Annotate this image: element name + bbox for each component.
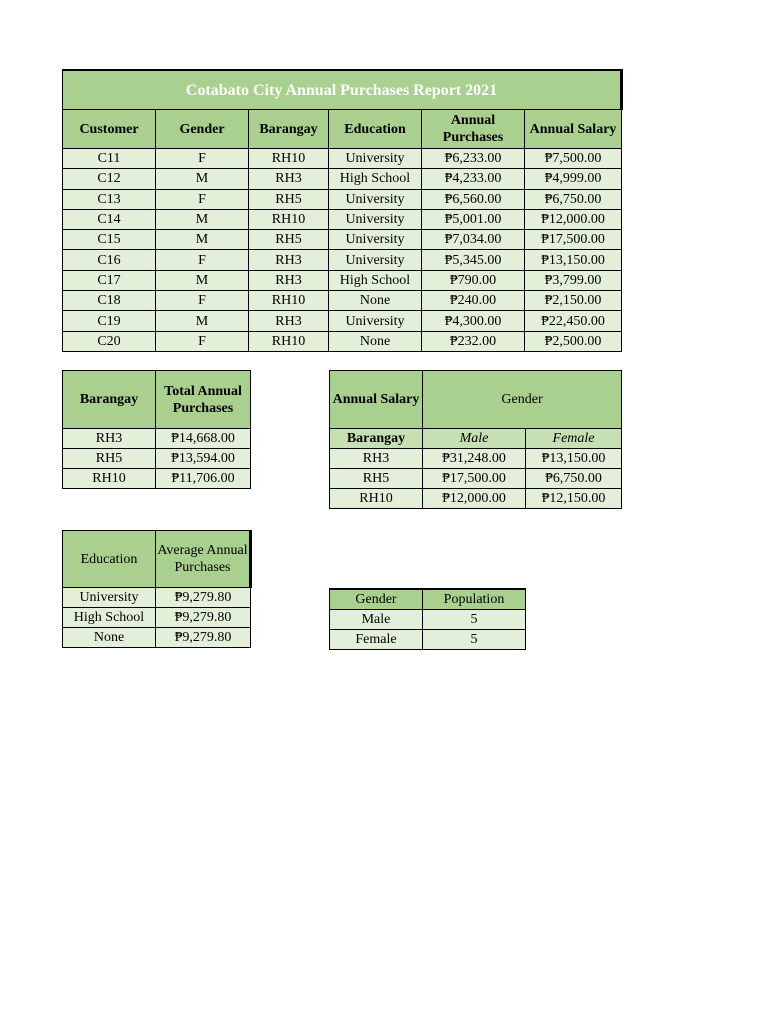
table-row [63,628,251,648]
table-cell: ₱4,300.00 [422,311,525,331]
table-body [330,610,526,650]
table-cell: M [156,311,249,331]
table-cell: RH3 [330,449,423,469]
corner-header: Annual Salary [330,371,423,429]
table-cell: ₱232.00 [422,331,525,351]
table-row [330,630,526,650]
table-cell: None [329,331,422,351]
table-cell: RH3 [249,169,329,189]
table-cell: C12 [63,169,156,189]
table-cell: C14 [63,209,156,229]
table-cell: RH10 [249,149,329,169]
table-cell: RH3 [63,429,156,449]
table-row [63,429,251,449]
table-cell: ₱13,150.00 [526,449,622,469]
table-row [63,291,622,311]
table-cell: C18 [63,291,156,311]
table-cell: F [156,149,249,169]
table-cell: University [329,250,422,270]
table-cell: C13 [63,189,156,209]
table-cell: F [156,331,249,351]
table-cell: ₱6,233.00 [422,149,525,169]
column-header: Average Annual Purchases [156,531,251,588]
table-cell: ₱13,150.00 [525,250,622,270]
table-row [63,449,251,469]
table-cell: M [156,270,249,290]
table-cell: ₱9,279.80 [156,628,251,648]
table-cell: University [329,149,422,169]
table-cell: ₱240.00 [422,291,525,311]
column-header: Education [63,531,156,588]
table-row [63,230,622,250]
table-row [63,469,251,489]
table-cell: ₱2,150.00 [525,291,622,311]
table-cell: RH10 [249,291,329,311]
table-cell: RH3 [249,311,329,331]
group-header: Gender [423,371,622,429]
table-cell: C11 [63,149,156,169]
annual-purchases-table [62,69,623,352]
table-cell: 5 [423,610,526,630]
table-cell: ₱7,500.00 [525,149,622,169]
table-cell: ₱17,500.00 [423,469,526,489]
table-row [330,489,622,509]
table-cell: C15 [63,230,156,250]
table-cell: C20 [63,331,156,351]
table-cell: ₱3,799.00 [525,270,622,290]
table-cell: C17 [63,270,156,290]
table-cell: ₱13,594.00 [156,449,251,469]
table-cell: C16 [63,250,156,270]
column-header: Customer [63,110,156,149]
table-cell: ₱9,279.80 [156,608,251,628]
table-cell: ₱14,668.00 [156,429,251,449]
table-header-row [330,589,526,610]
column-header: Annual Salary [525,110,622,149]
report-title: Cotabato City Annual Purchases Report 2021 [63,70,622,110]
table-cell: Female [330,630,423,650]
table-cell: Male [330,610,423,630]
column-header: Female [526,429,622,449]
table-cell: F [156,291,249,311]
table-cell: ₱4,233.00 [422,169,525,189]
column-header: Total Annual Purchases [156,371,251,429]
table-header-row [330,371,622,429]
table-row [63,149,622,169]
column-header: Education [329,110,422,149]
table-body [63,429,251,489]
table-cell: RH3 [249,250,329,270]
table-cell: ₱31,248.00 [423,449,526,469]
table-cell: RH10 [249,331,329,351]
table-cell: None [329,291,422,311]
table-cell: ₱2,500.00 [525,331,622,351]
column-header: Gender [156,110,249,149]
table-cell: ₱5,345.00 [422,250,525,270]
column-header: Male [423,429,526,449]
table-cell: ₱12,000.00 [525,209,622,229]
column-header: Population [423,589,526,610]
table-cell: High School [329,169,422,189]
table-header-row [63,371,251,429]
column-header: Barangay [249,110,329,149]
table-cell: RH5 [63,449,156,469]
table-cell: M [156,169,249,189]
table-body [63,588,251,648]
salary-by-gender-table [329,370,622,509]
table-row [63,311,622,331]
table-cell: ₱9,279.80 [156,588,251,608]
column-header: Barangay [63,371,156,429]
table-cell: RH5 [249,189,329,209]
table-cell: ₱12,000.00 [423,489,526,509]
table-cell: F [156,250,249,270]
gender-population-table [329,588,526,650]
table-cell: ₱6,750.00 [525,189,622,209]
column-header: Barangay [330,429,423,449]
table-cell: University [329,189,422,209]
table-cell: RH3 [249,270,329,290]
table-cell: F [156,189,249,209]
table-cell: M [156,209,249,229]
barangay-total-purchases-table [62,370,251,489]
column-header: Annual Purchases [422,110,525,149]
table-cell: C19 [63,311,156,331]
table-cell: ₱7,034.00 [422,230,525,250]
table-cell: None [63,628,156,648]
table-cell: ₱17,500.00 [525,230,622,250]
table-cell: ₱790.00 [422,270,525,290]
table-row [330,610,526,630]
table-row [63,189,622,209]
table-header-row [63,110,622,149]
table-cell: University [329,230,422,250]
table-header-row [63,531,251,588]
table-cell: University [329,209,422,229]
table-cell: 5 [423,630,526,650]
table-cell: M [156,230,249,250]
table-cell: High School [329,270,422,290]
table-row [63,209,622,229]
table-body [63,149,622,352]
table-cell: ₱12,150.00 [526,489,622,509]
table-cell: ₱11,706.00 [156,469,251,489]
table-cell: RH5 [249,230,329,250]
table-row [330,449,622,469]
table-cell: ₱4,999.00 [525,169,622,189]
table-row [63,250,622,270]
table-cell: RH10 [63,469,156,489]
table-row [63,270,622,290]
table-cell: ₱22,450.00 [525,311,622,331]
table-cell: University [63,588,156,608]
table-cell: University [329,311,422,331]
table-cell: ₱6,750.00 [526,469,622,489]
table-row [63,169,622,189]
table-subheader-row [330,429,622,449]
table-cell: ₱6,560.00 [422,189,525,209]
table-cell: High School [63,608,156,628]
education-average-table [62,530,252,648]
table-row [63,331,622,351]
column-header: Gender [330,589,423,610]
table-cell: RH10 [249,209,329,229]
table-body [330,449,622,509]
table-cell: RH10 [330,489,423,509]
table-cell: RH5 [330,469,423,489]
table-cell: ₱5,001.00 [422,209,525,229]
table-row [330,469,622,489]
table-row [63,588,251,608]
table-row [63,608,251,628]
